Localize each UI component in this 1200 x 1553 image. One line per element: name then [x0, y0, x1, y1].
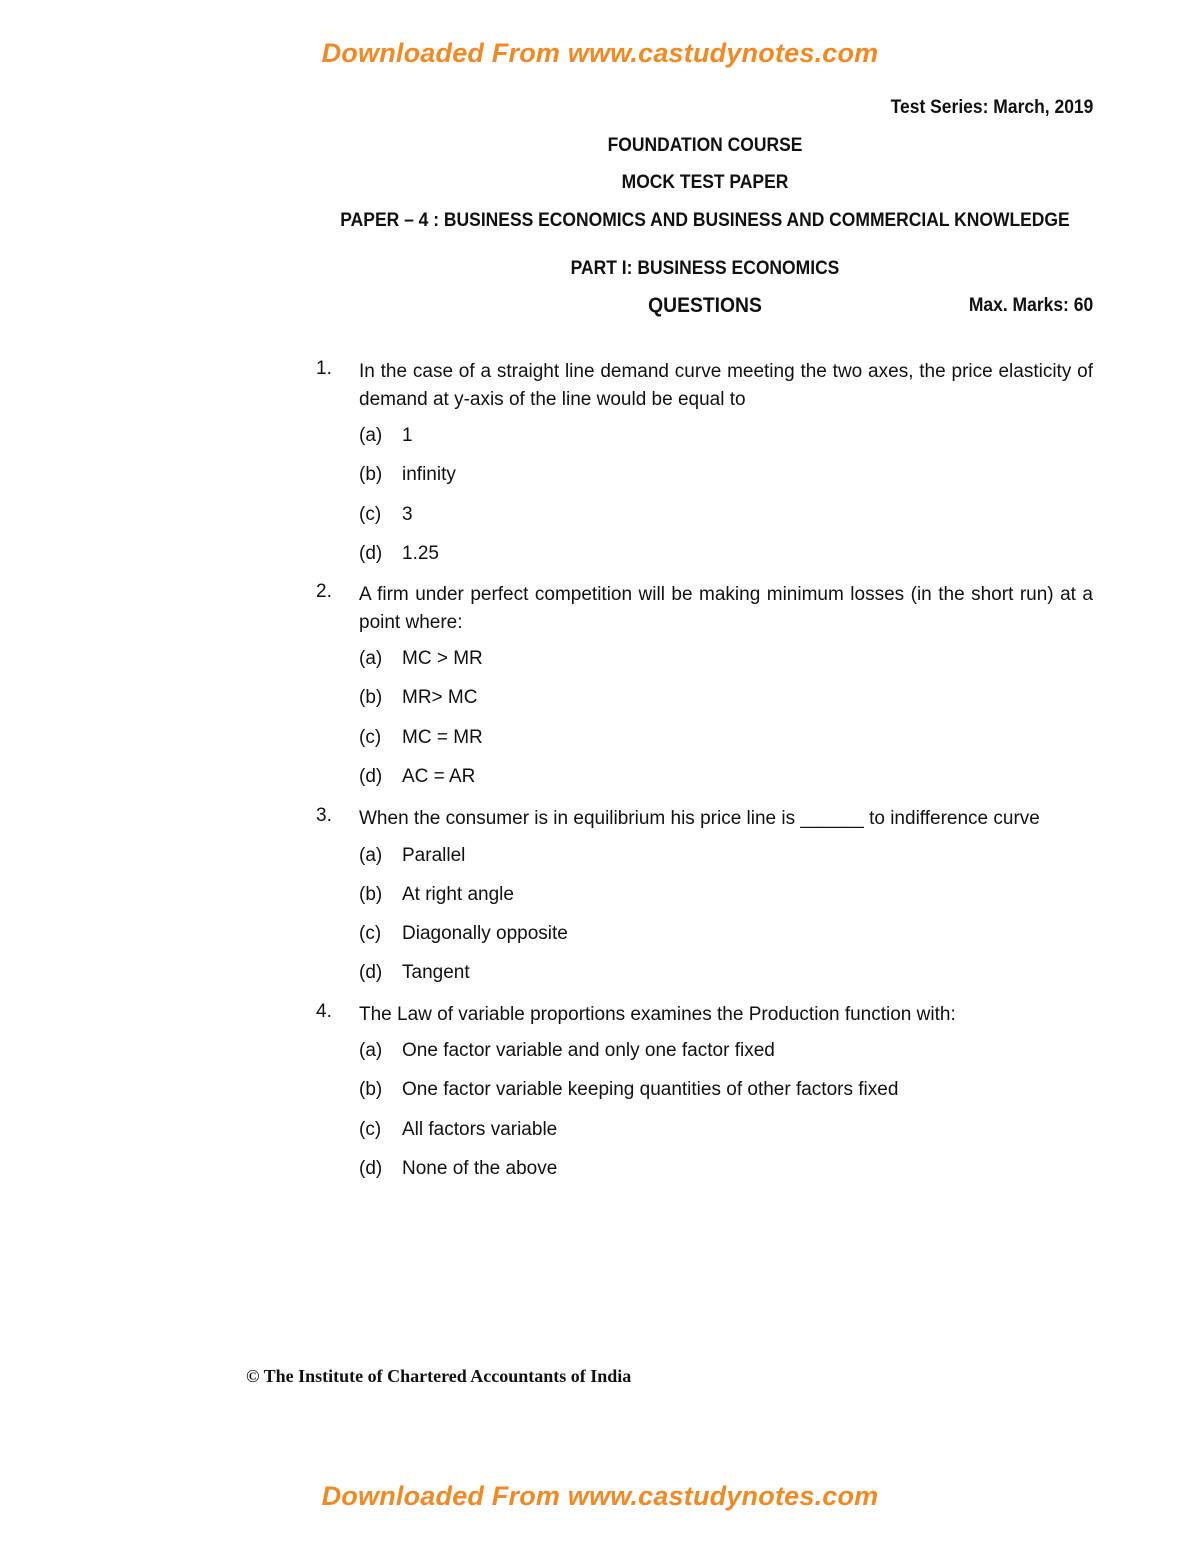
question-text: When the consumer is in equilibrium his price line is ______ to indifference curve — [359, 808, 1040, 829]
question-number: 2. — [316, 581, 332, 602]
section-title: QUESTIONS — [648, 294, 762, 317]
option-label: (c) — [359, 727, 382, 748]
option-text: Tangent — [402, 962, 470, 983]
option-label: (b) — [359, 884, 383, 905]
max-marks: Max. Marks: 60 — [968, 295, 1093, 316]
option-label: (a) — [359, 1040, 383, 1061]
question-text: The Law of variable proportions examines the Production function with: — [359, 1004, 956, 1025]
footer-copyright: © The Institute of Chartered Accountants of India — [246, 1366, 632, 1386]
option-text: None of the above — [402, 1158, 558, 1179]
option-text: MC = MR — [402, 727, 483, 748]
option-text: 1.25 — [402, 543, 439, 564]
option-text: AC = AR — [402, 766, 476, 787]
part-title: PART I: BUSINESS ECONOMICS — [570, 258, 840, 279]
option-text: 3 — [402, 504, 413, 525]
option-text: One factor variable keeping quantities of other factors fixed — [402, 1079, 899, 1100]
question-number: 4. — [316, 1001, 332, 1022]
question-number: 3. — [316, 805, 332, 826]
option-label: (c) — [359, 504, 382, 525]
question-text: A firm under perfect competition will be making minimum losses (in the short run) at a point where: — [359, 584, 1093, 633]
option-text: Parallel — [402, 845, 466, 866]
option-text: 1 — [402, 425, 413, 446]
paper-type: MOCK TEST PAPER — [621, 172, 789, 193]
option-label: (b) — [359, 687, 383, 708]
course-title: FOUNDATION COURSE — [607, 135, 803, 156]
option-label: (d) — [359, 543, 383, 564]
option-label: (c) — [359, 923, 382, 944]
watermark-bottom: Downloaded From www.castudynotes.com — [321, 1481, 879, 1511]
option-label: (b) — [359, 1079, 383, 1100]
option-label: (a) — [359, 425, 383, 446]
option-text: Diagonally opposite — [402, 923, 568, 944]
option-text: MC > MR — [402, 648, 483, 669]
paper-title: PAPER – 4 : BUSINESS ECONOMICS AND BUSINESS AND COMMERCIAL KNOWLEDGE — [340, 210, 1070, 231]
option-label: (d) — [359, 962, 383, 983]
option-text: All factors variable — [402, 1119, 558, 1140]
option-text: One factor variable and only one factor fixed — [402, 1040, 775, 1061]
option-text: At right angle — [402, 884, 514, 905]
option-label: (c) — [359, 1119, 382, 1140]
option-label: (a) — [359, 648, 383, 669]
option-text: MR> MC — [402, 687, 478, 708]
test-series-label: Test Series: March, 2019 — [890, 97, 1093, 118]
option-label: (d) — [359, 1158, 383, 1179]
option-label: (d) — [359, 766, 383, 787]
option-text: infinity — [402, 464, 456, 485]
question-text: In the case of a straight line demand curve meeting the two axes, the price elasticity of demand at y-axis of the line would be equal to — [359, 361, 1093, 410]
watermark-top: Downloaded From www.castudynotes.com — [321, 38, 879, 68]
option-label: (a) — [359, 845, 383, 866]
option-label: (b) — [359, 464, 383, 485]
question-number: 1. — [316, 358, 332, 379]
